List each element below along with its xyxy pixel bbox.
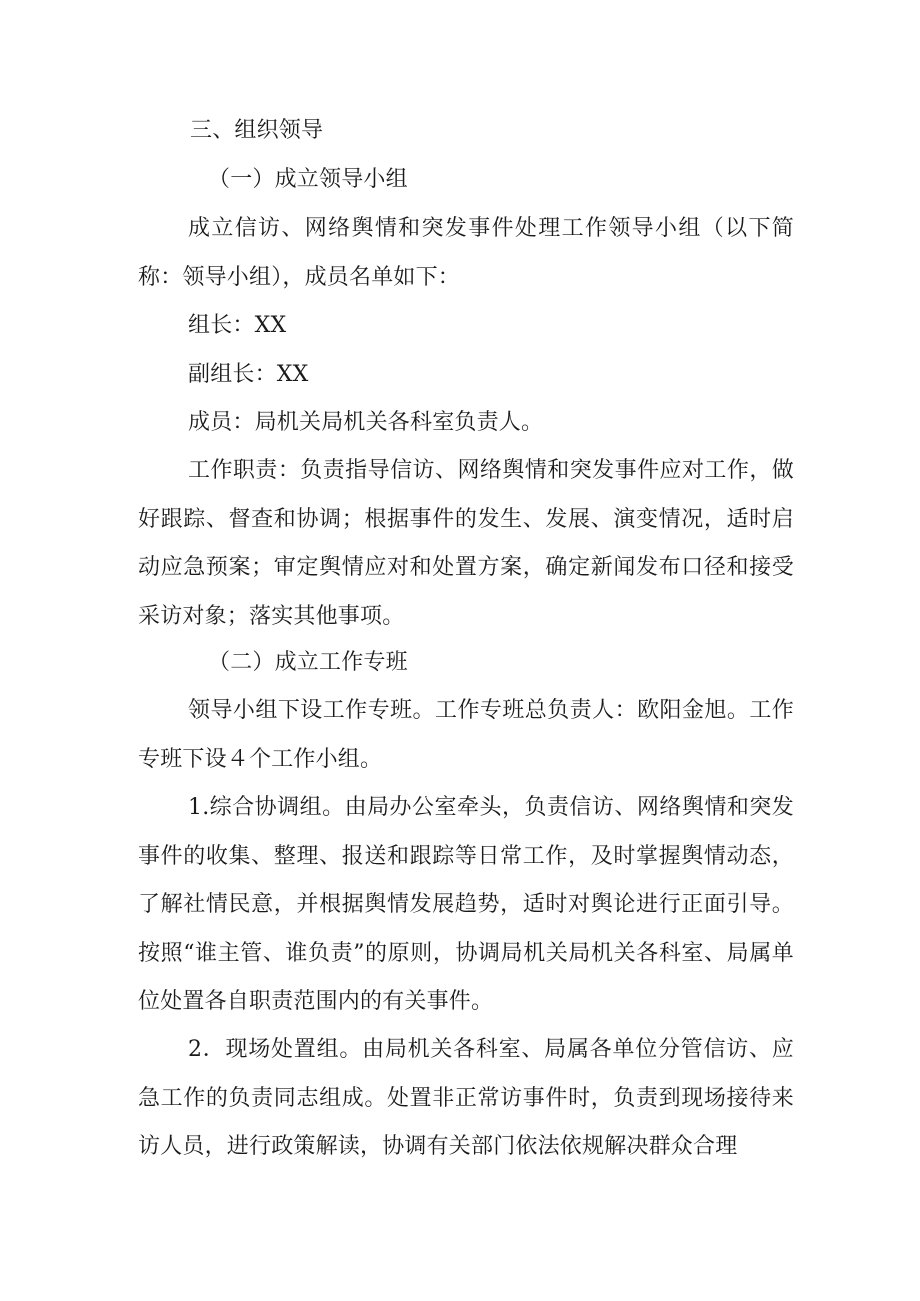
paragraph-leader: 组长：XX	[188, 313, 287, 338]
paragraph-task-force: 领导小组下设工作专班。工作专班总负责人：欧阳金旭。工作专班下设４个工作小组。	[138, 698, 794, 772]
subheading-leadership-group: （一）成立领导小组	[208, 167, 408, 192]
paragraph-duties: 工作职责：负责指导信访、网络舆情和突发事件应对工作，做好跟踪、督查和协调；根据事件的发生、发展、演变情况，适时启动应急预案；审定舆情应对和处置方案，确定新闻发布口径和接受采访对象；落实其他事项。	[138, 458, 794, 629]
paragraph-group-coordination: 1.综合协调组。由局办公室牵头，负责信访、网络舆情和突发事件的收集、整理、报送和跟踪等日常工作，及时掌握舆情动态，了解社情民意，并根据舆情发展趋势，适时对舆论进行正面引导。按照“谁主管、谁负责”的原则，协调局机关局机关各科室、局属单位处置各自职责范围内的有关事件。	[138, 795, 794, 1014]
paragraph-members: 成员：局机关局机关各科室负责人。	[188, 410, 544, 435]
section-heading: 三、组织领导	[190, 118, 324, 143]
paragraph-group-onsite: 2．现场处置组。由局机关各科室、局属各单位分管信访、应急工作的负责同志组成。处置非正常访事件时，负责到现场接待来访人员，进行政策解读，协调有关部门依法依规解决群众合理	[138, 1037, 794, 1159]
paragraph-intro: 成立信访、网络舆情和突发事件处理工作领导小组（以下简称：领导小组），成员名单如下：	[138, 216, 794, 290]
paragraph-deputy-leader: 副组长：XX	[188, 362, 309, 387]
subheading-task-force: （二）成立工作专班	[208, 650, 408, 675]
